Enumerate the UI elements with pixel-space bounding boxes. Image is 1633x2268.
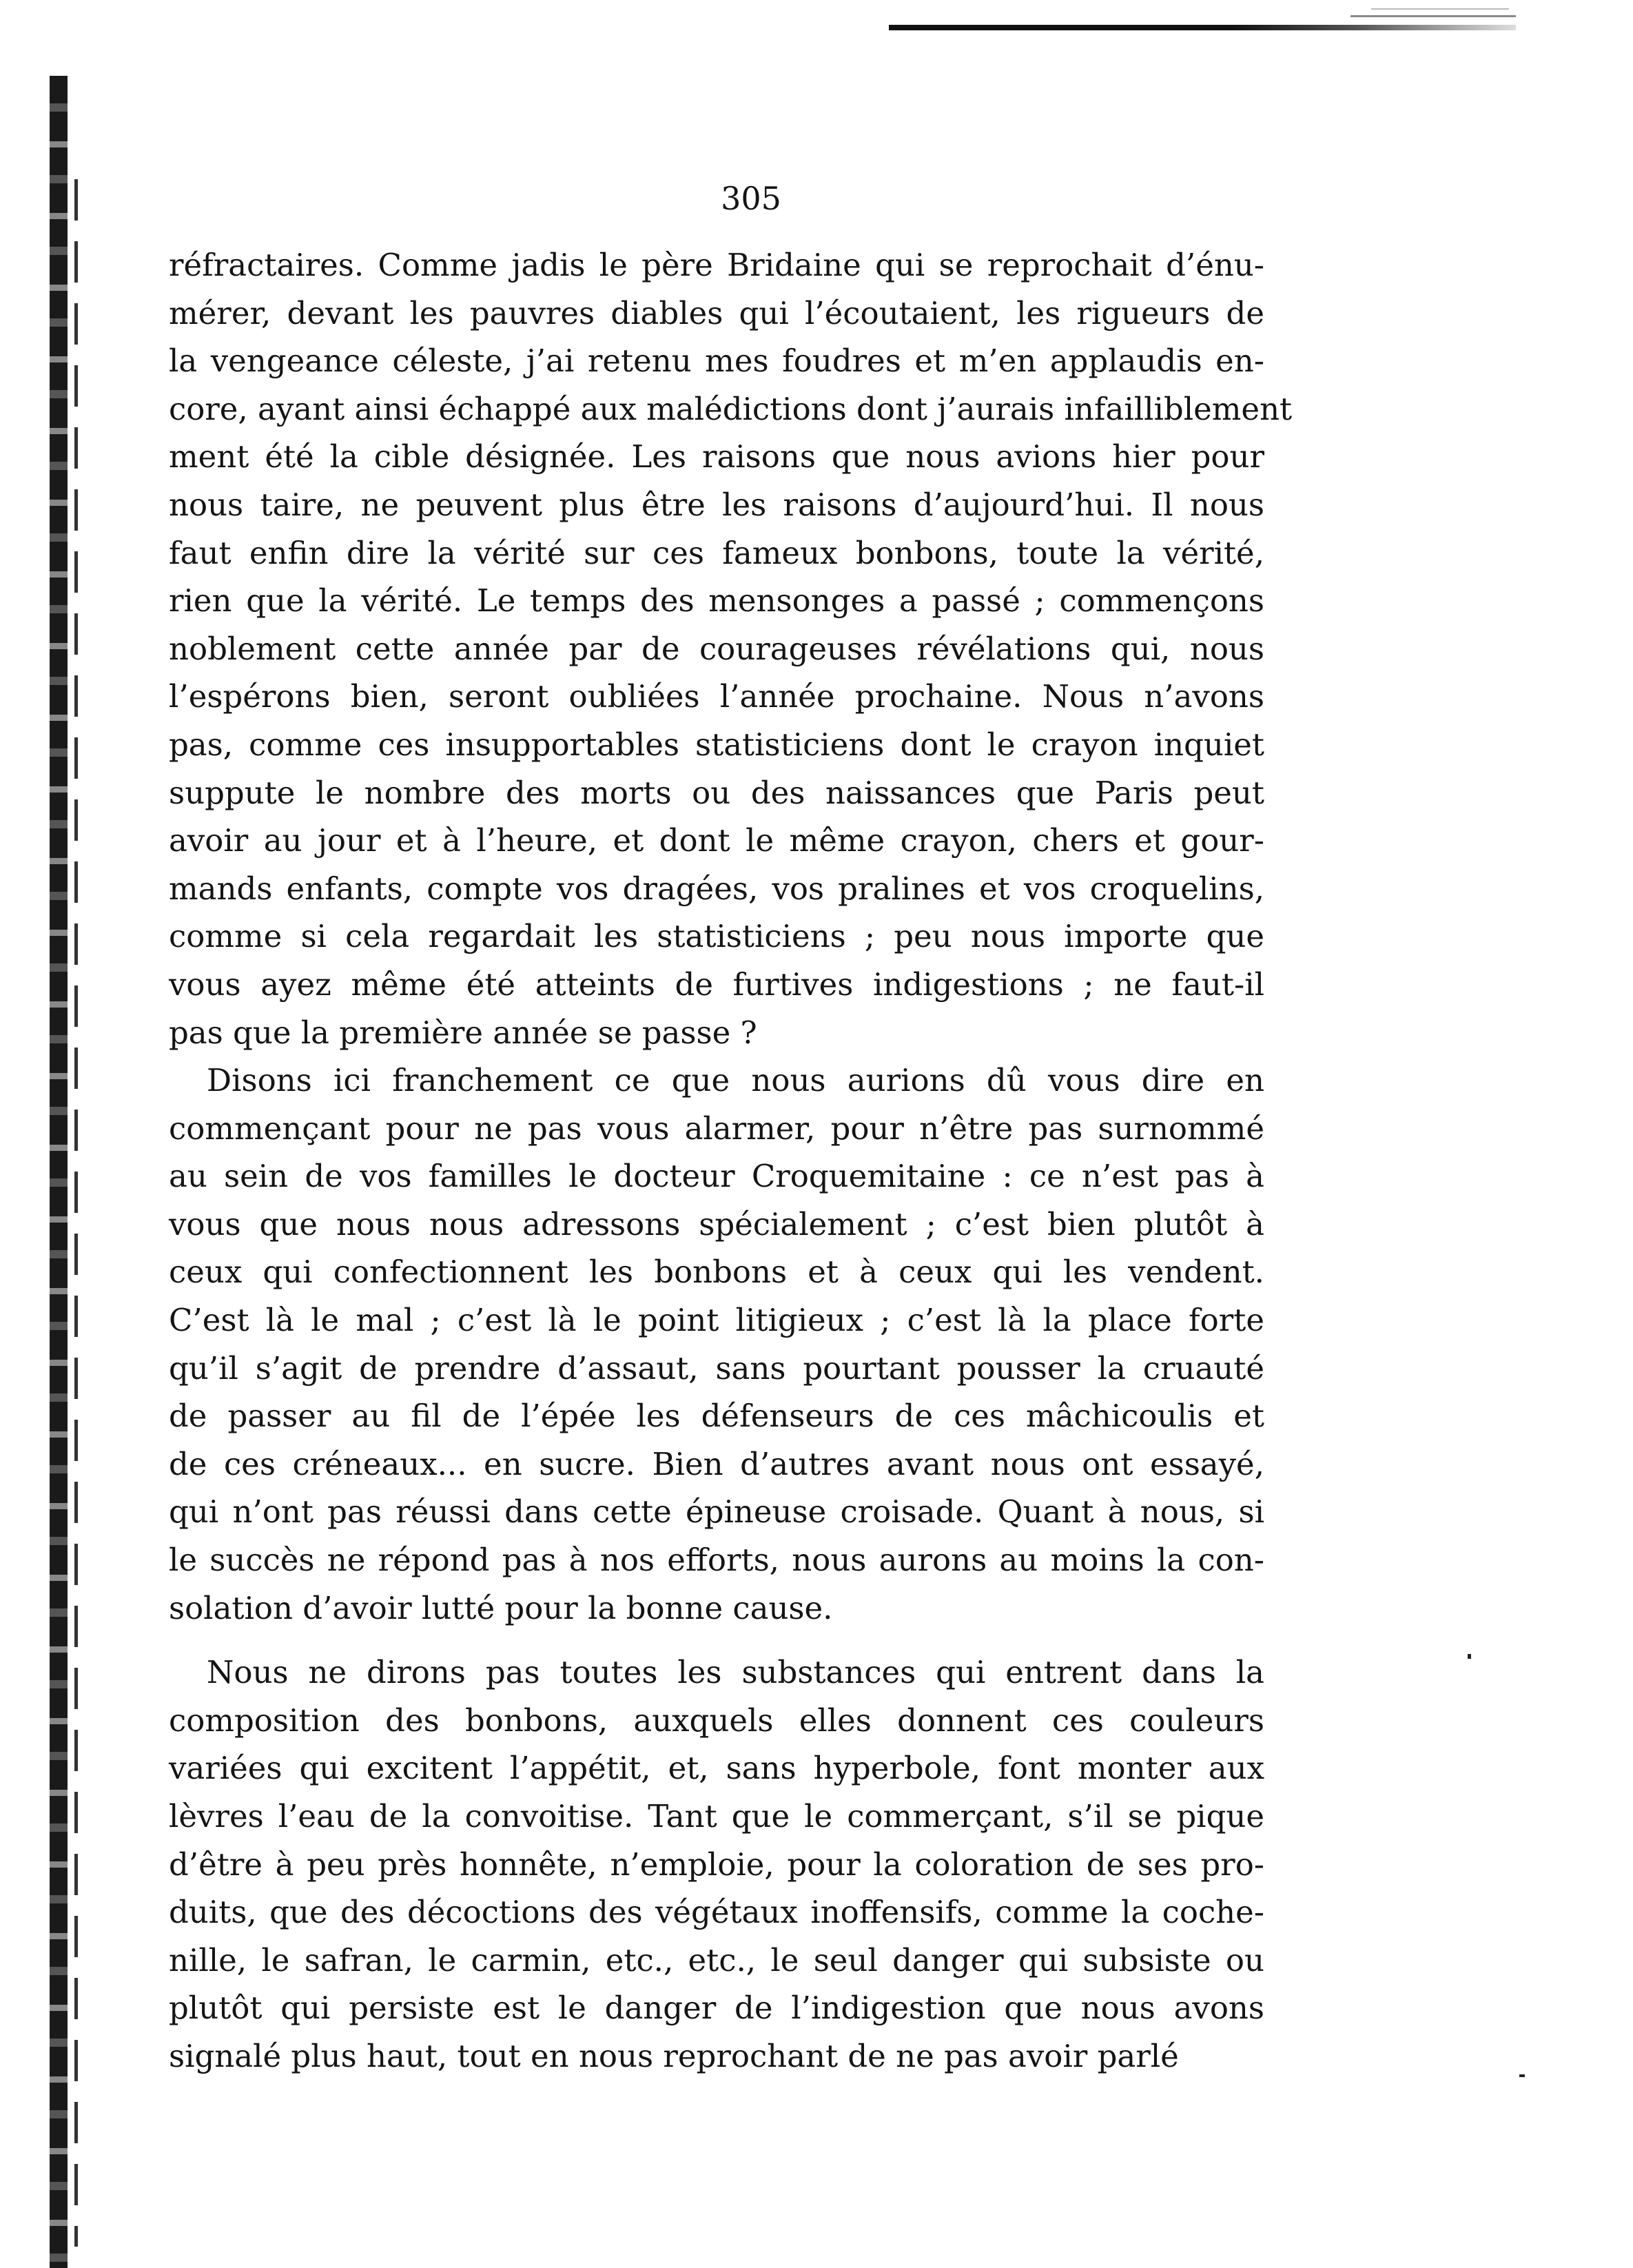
text-line: Nous ne dirons pas toutes les substances qui entrent dans la: [207, 1654, 1264, 1691]
text-line: C’est là le mal ; c’est là le point litigieux ; c’est là la place forte: [169, 1302, 1264, 1339]
text-line: le succès ne répond pas à nos efforts, nous aurons au moins la con-: [169, 1542, 1264, 1579]
text-line: noblement cette année par de courageuses révélations qui, nous: [169, 630, 1264, 667]
text-line: au sein de vos familles le docteur Croquemitaine : ce n’est pas à: [169, 1158, 1264, 1195]
text-line: vous ayez même été atteints de furtives indigestions ; ne faut-il: [169, 966, 1264, 1003]
text-line: rien que la vérité. Le temps des mensonges a passé ; commençons: [169, 582, 1264, 620]
text-line: suppute le nombre des morts ou des naissances que Paris peut: [169, 774, 1264, 811]
text-line: comme si cela regardait les statisticiens ; peu nous importe que: [169, 918, 1264, 955]
text-line: la vengeance céleste, j’ai retenu mes foudres et m’en applaudis en-: [169, 343, 1264, 380]
text-line: nille, le safran, le carmin, etc., etc., le seul danger qui subsiste ou: [169, 1941, 1264, 1979]
paragraph-1: [169, 241, 1293, 1056]
text-line: variées qui excitent l’appétit, et, sans hyperbole, font monter aux: [169, 1750, 1264, 1787]
text-line: de ces créneaux... en sucre. Bien d’autres avant nous ont essayé,: [169, 1445, 1264, 1482]
text-line: qui n’ont pas réussi dans cette épineuse croisade. Quant à nous, si: [169, 1493, 1264, 1531]
text-line: mands enfants, compte vos dragées, vos pralines et vos croquelins,: [169, 870, 1264, 907]
text-line: signalé plus haut, tout en nous reprochant de ne pas avoir parlé: [169, 2037, 1179, 2074]
text-line: d’être à peu près honnête, n’emploie, pour la coloration de ses pro-: [169, 1846, 1264, 1883]
ink-speck: [1519, 2074, 1525, 2077]
text-line: de passer au fil de l’épée les défenseurs de ces mâchicoulis et: [169, 1398, 1264, 1435]
text-line: réfractaires. Comme jadis le père Bridaine qui se reprochait d’énu-: [169, 247, 1264, 283]
text-line: ceux qui confectionnent les bonbons et à ceux qui les vendent.: [169, 1254, 1264, 1291]
text-line: composition des bonbons, auxquels elles donnent ces couleurs: [169, 1702, 1264, 1739]
text-line: pas, comme ces insupportables statisticiens dont le crayon inquiet: [169, 726, 1264, 763]
text-line: vous que nous nous adressons spécialement ; c’est bien plutôt à: [169, 1205, 1264, 1243]
text-line: commençant pour ne pas vous alarmer, pour n’être pas surnommé: [169, 1110, 1264, 1147]
text-line: solation d’avoir lutté pour la bonne cause.: [169, 1589, 833, 1626]
binding-edge-thread: [74, 179, 78, 2247]
page-number: 305: [721, 180, 781, 217]
text-line: l’espérons bien, seront oubliées l’année prochaine. Nous n’avons: [169, 678, 1264, 715]
top-rule-fragment-thin: [1350, 15, 1516, 17]
text-line: core, ayant ainsi échappé aux malédictions dont j’aurais infailliblement: [169, 390, 1293, 427]
text-line: mérer, devant les pauvres diables qui l’écoutaient, les rigueurs de: [169, 294, 1264, 331]
paragraph-gap: [169, 1632, 1264, 1648]
text-line: plutôt qui persiste est le danger de l’indigestion que nous avons: [169, 1990, 1264, 2027]
paragraph-3: [169, 1648, 1264, 2080]
text-line: pas que la première année se passe ?: [169, 1014, 757, 1051]
text-line: avoir au jour et à l’heure, et dont le même crayon, chers et gour-: [169, 822, 1264, 859]
binding-edge: [50, 76, 68, 2268]
text-line: Disons ici franchement ce que nous aurions dû vous dire en: [207, 1062, 1264, 1099]
paragraph-2: [169, 1056, 1264, 1632]
text-line: faut enfin dire la vérité sur ces fameux bonbons, toute la vérité,: [169, 534, 1264, 571]
text-line: qu’il s’agit de prendre d’assaut, sans pourtant pousser la cruauté: [169, 1349, 1264, 1387]
ink-speck: [1468, 1654, 1471, 1659]
text-line: duits, que des décoctions des végétaux inoffensifs, comme la coche-: [169, 1894, 1264, 1931]
text-line: lèvres l’eau de la convoitise. Tant que le commerçant, s’il se pique: [169, 1798, 1264, 1835]
text-line: ment été la cible désignée. Les raisons que nous avions hier pour: [169, 438, 1264, 476]
text-line: nous taire, ne peuvent plus être les raisons d’aujourd’hui. Il nous: [169, 486, 1264, 523]
body-text: [169, 241, 1293, 2081]
top-rule-fragment: [889, 25, 1516, 30]
top-rule-fragment-faint: [1371, 8, 1509, 10]
